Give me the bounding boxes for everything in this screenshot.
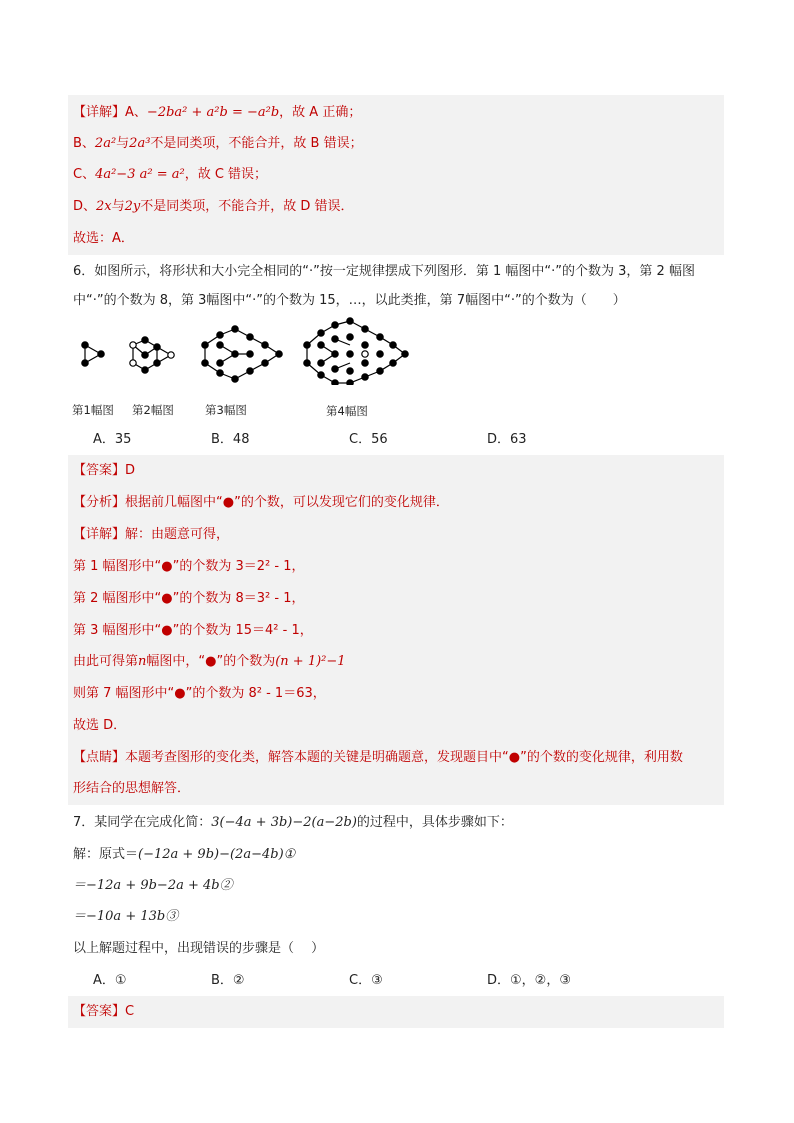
solution-block-q7 — [68, 996, 724, 1028]
q5-choice: 故选：A． — [73, 231, 134, 246]
q6-choice: 故选 D． — [73, 718, 127, 733]
q6-step-3: 第 3 幅图形中“●”的个数为 15＝4² - 1， — [73, 623, 313, 638]
q6-option-c: C．56 — [349, 432, 388, 447]
q6-step-2: 第 2 幅图形中“●”的个数为 8＝3² - 1， — [73, 591, 305, 606]
q6-stem-line1: 6．如图所示，将形状和大小完全相同的“·”按一定规律摆成下列图形．第 1 幅图中“·”的个数为 3，第 2 幅图 — [73, 264, 695, 279]
figure-caption-1: 第1幅图 — [72, 403, 114, 417]
q7-option-c: C．③ — [349, 973, 383, 988]
figure-2 — [130, 337, 174, 373]
q6-comment-line1: 【点睛】本题考查图形的变化类，解答本题的关键是明确题意，发现题目中“●”的个数的变化规律，利用数 — [73, 750, 683, 765]
figure-caption-3: 第3幅图 — [205, 403, 247, 417]
q5-line-c: C、4a²−3 a² = a²，故 C 错误； — [73, 167, 268, 182]
figure-3 — [202, 326, 282, 382]
q7-step-2: ＝−12a + 9b−2a + 4b② — [73, 878, 233, 893]
q7-ask: 以上解题过程中，出现错误的步骤是（ ） — [73, 941, 325, 956]
q6-step-4: 由此可得第n幅图中，“●”的个数为(n + 1)²−1 — [73, 654, 346, 669]
q7-stem: 7．某同学在完成化简：3(−4a + 3b)−2(a−2b)的过程中，具体步骤如下： — [73, 815, 513, 830]
q5-line-b: B、2a²与2a³不是同类项，不能合并，故 B 错误； — [73, 136, 363, 151]
q6-option-a: A．35 — [93, 432, 132, 447]
figure-1 — [82, 342, 104, 366]
figure-4 — [304, 318, 408, 385]
q6-detail: 【详解】解：由题意可得， — [73, 527, 230, 542]
q7-answer: 【答案】C — [73, 1004, 135, 1019]
figure-caption-2: 第2幅图 — [132, 403, 174, 417]
q6-analysis: 【分析】根据前几幅图中“●”的个数，可以发现它们的变化规律． — [73, 495, 449, 510]
q6-comment-line2: 形结合的思想解答． — [73, 781, 191, 796]
q7-step-3: ＝−10a + 13b③ — [73, 909, 179, 924]
q6-figures — [75, 315, 415, 385]
q7-option-b: B．② — [211, 973, 245, 988]
q7-option-d: D．①，②，③ — [487, 973, 571, 988]
q6-option-b: B．48 — [211, 432, 250, 447]
figure-caption-4: 第4幅图 — [326, 404, 368, 418]
q6-option-d: D．63 — [487, 432, 527, 447]
q5-line-a: 【详解】A、−2ba² + a²b = −a²b，故 A 正确； — [73, 105, 362, 120]
q6-step-5: 则第 7 幅图形中“●”的个数为 8² - 1＝63， — [73, 686, 326, 701]
q6-stem-line2: 中“·”的个数为 8，第 3幅图中“·”的个数为 15，…，以此类推，第 7幅图中“·”的个数为（ ） — [73, 293, 626, 308]
q6-answer: 【答案】D — [73, 463, 136, 478]
q6-step-1: 第 1 幅图形中“●”的个数为 3＝2² - 1， — [73, 559, 305, 574]
q7-option-a: A．① — [93, 973, 127, 988]
q5-line-d: D、2x与2y不是同类项，不能合并，故 D 错误． — [73, 199, 354, 214]
q7-step-1: 解：原式＝(−12a + 9b)−(2a−4b)① — [73, 847, 296, 862]
